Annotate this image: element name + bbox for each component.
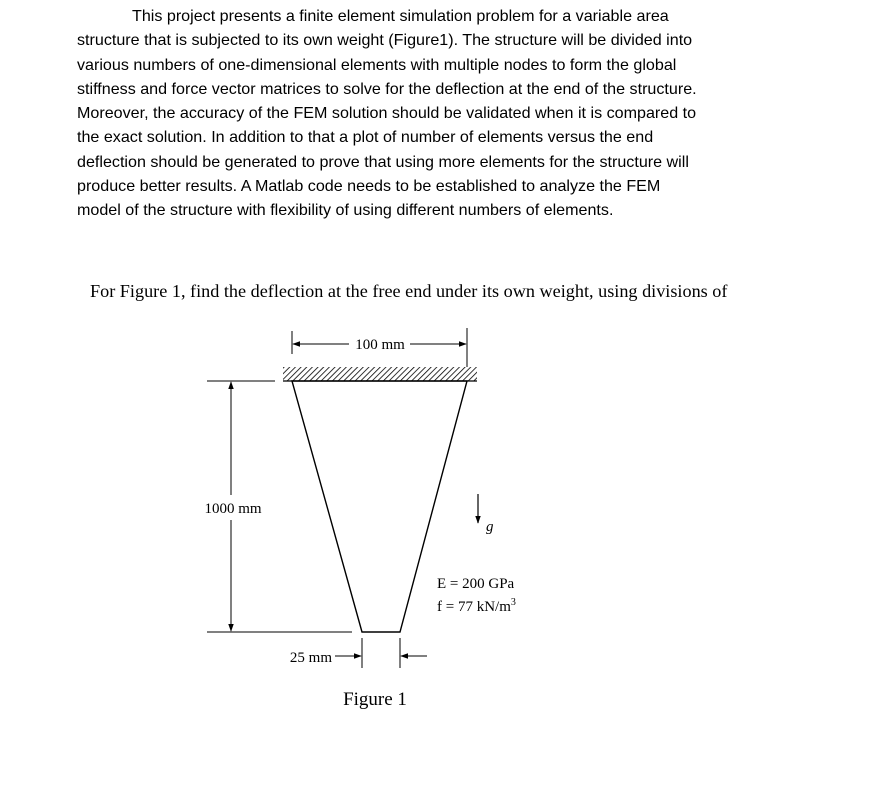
question-text: For Figure 1, find the deflection at the free end under its own weight, using divisions of — [90, 281, 728, 301]
modulus-label: E = 200 GPa — [437, 576, 515, 592]
tapered-bar — [292, 381, 467, 632]
intro-line-7: deflection should be generated to prove that using more elements for the structure will — [77, 152, 689, 171]
intro-line-6: the exact solution. In addition to that a plot of number of elements versus the end — [77, 128, 654, 147]
intro-line-8: produce better results. A Matlab code needs to be established to analyze the FEM — [77, 177, 661, 196]
intro-line-4: stiffness and force vector matrices to solve for the deflection at the end of the structure. — [77, 79, 697, 98]
height-label: 1000 mm — [204, 501, 262, 517]
fixed-support — [283, 367, 477, 381]
figure-caption: Figure 1 — [343, 689, 407, 710]
intro-line-5: Moreover, the accuracy of the FEM solution should be validated when it is compared to — [77, 104, 697, 123]
bottom-width-label: 25 mm — [289, 650, 332, 666]
intro-line-2: structure that is subjected to its own weight (Figure1). The structure will be divided into — [77, 31, 693, 50]
gravity-symbol: g — [486, 519, 494, 535]
weight-label: f = 77 $kN/m^3$ — [437, 597, 516, 615]
intro-line-9: model of the structure with flexibility of using different numbers of elements. — [77, 201, 614, 220]
intro-line-3: various numbers of one-dimensional elements with multiple nodes to form the global — [77, 55, 677, 74]
intro-line-1: This project presents a finite element simulation problem for a variable area — [132, 7, 669, 25]
top-width-label: 100 mm — [355, 337, 405, 353]
